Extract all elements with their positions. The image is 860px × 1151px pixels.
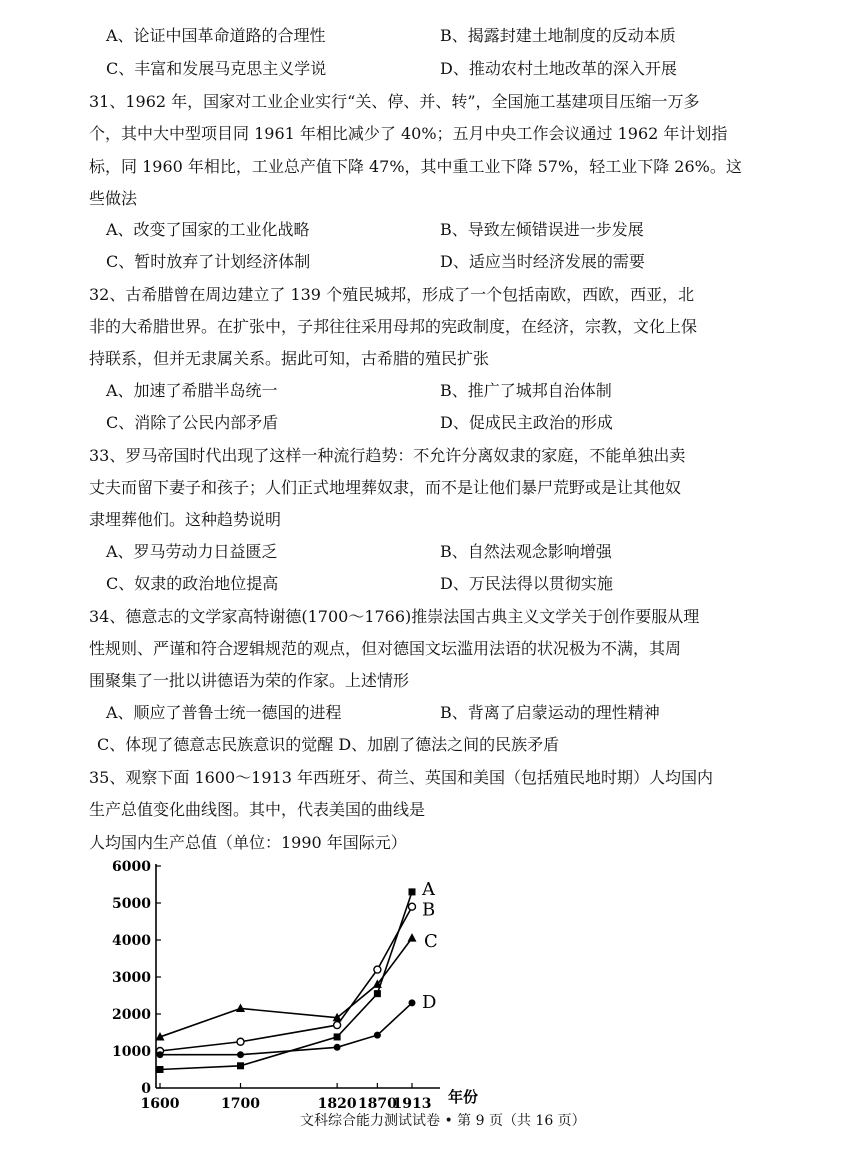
chart-title: 人均国内生产总值（单位：1990 年国际元） [89, 833, 407, 852]
question-31-line-3: 标，同 1960 年相比，工业总产值下降 47%，其中重工业下降 57%，轻工业下降 26%。这 [89, 157, 742, 176]
option-b: B、背离了启蒙运动的理性精神 [440, 703, 660, 722]
option-a: A、顺应了普鲁士统一德国的进程 [106, 703, 342, 722]
option-d: D、促成民主政治的形成 [440, 413, 613, 432]
marker-A [374, 990, 381, 997]
marker-A [409, 888, 416, 895]
question-34-line-1: 34、德意志的文学家高特谢德(1700～1766)推崇法国古典主义文学关于创作要服从理 [89, 607, 700, 626]
option-b: B、自然法观念影响增强 [440, 542, 612, 561]
question-32-line-1: 32、古希腊曾在周边建立了 139 个殖民城邦，形成了一个包括南欧，西欧，西亚，北 [89, 285, 695, 304]
marker-A [157, 1066, 164, 1073]
question-33-line-3: 隶埋葬他们。这种趋势说明 [89, 510, 282, 529]
option-c: C、丰富和发展马克思主义学说 [106, 59, 327, 78]
series-label-A: A [422, 878, 435, 900]
series-label-C: C [424, 931, 438, 953]
option-d: D、适应当时经济发展的需要 [440, 252, 645, 271]
marker-B [334, 1022, 341, 1029]
option-d: D、推动农村土地改革的深入开展 [440, 59, 677, 78]
option-a: A、论证中国革命道路的合理性 [106, 26, 326, 45]
option-a: A、加速了希腊半岛统一 [106, 381, 278, 400]
y-tick-label: 1000 [112, 1044, 151, 1060]
marker-A [237, 1062, 244, 1069]
y-tick-label: 2000 [112, 1007, 151, 1023]
option-d: D、万民法得以贯彻实施 [440, 574, 613, 593]
series-line-A [160, 892, 412, 1070]
option-c: C、暂时放弃了计划经济体制 [106, 252, 311, 271]
question-34-line-3: 围聚集了一批以讲德语为荣的作家。上述情形 [89, 671, 410, 690]
marker-D [334, 1044, 341, 1051]
x-tick-label: 1700 [221, 1096, 260, 1112]
question-31-line-2: 个，其中大中型项目同 1961 年相比减少了 40%；五月中央工作会议通过 1962 年计划指 [89, 124, 728, 143]
marker-C [236, 1003, 245, 1012]
option-c: C、奴隶的政治地位提高 [106, 574, 279, 593]
y-tick-label: 5000 [112, 896, 151, 912]
y-tick-label: 0 [141, 1081, 151, 1097]
option-c-d: C、体现了德意志民族意识的觉醒 D、加剧了德法之间的民族矛盾 [97, 735, 560, 754]
option-a: A、罗马劳动力日益匮乏 [106, 542, 278, 561]
question-33-line-2: 丈夫而留下妻子和孩子；人们正式地埋葬奴隶，而不是让他们暴尸荒野或是让其他奴 [89, 478, 682, 497]
y-tick-label: 3000 [112, 970, 151, 986]
series-line-B [160, 907, 412, 1051]
marker-B [409, 903, 416, 910]
question-32-line-2: 非的大希腊世界。在扩张中，子邦往往采用母邦的宪政制度，在经济，宗教，文化上保 [89, 317, 698, 336]
gdp-line-chart [112, 856, 512, 1114]
marker-D [237, 1051, 244, 1058]
marker-C [408, 933, 417, 942]
option-b: B、揭露封建土地制度的反动本质 [440, 26, 676, 45]
question-31-line-1: 31、1962 年，国家对工业企业实行“关、停、并、转”，全国施工基建项目压缩一万多 [89, 92, 700, 111]
x-axis-label: 年份 [448, 1088, 479, 1106]
marker-D [157, 1051, 164, 1058]
marker-B [237, 1038, 244, 1045]
question-32-line-3: 持联系，但并无隶属关系。据此可知，古希腊的殖民扩张 [89, 349, 490, 368]
option-b: B、推广了城邦自治体制 [440, 381, 612, 400]
option-a: A、改变了国家的工业化战略 [106, 220, 310, 239]
question-35-line-1: 35、观察下面 1600～1913 年西班牙、荷兰、英国和美国（包括殖民地时期）人均国内 [89, 768, 713, 787]
question-31-line-4: 些做法 [89, 189, 138, 208]
question-33-line-1: 33、罗马帝国时代出现了这样一种流行趋势：不允许分离奴隶的家庭，不能单独出卖 [89, 446, 686, 465]
marker-D [409, 999, 416, 1006]
x-tick-label: 1600 [140, 1096, 180, 1112]
marker-B [374, 966, 381, 973]
x-tick-label: 1913 [392, 1096, 432, 1112]
series-label-B: B [422, 899, 436, 921]
x-tick-label: 1870 [357, 1096, 397, 1112]
y-tick-label: 4000 [112, 933, 151, 949]
question-35-line-2: 生产总值变化曲线图。其中，代表美国的曲线是 [89, 800, 426, 819]
page-footer: 文科综合能力测试试卷 • 第 9 页（共 16 页） [300, 1113, 586, 1129]
series-label-D: D [422, 991, 437, 1013]
option-c: C、消除了公民内部矛盾 [106, 413, 279, 432]
question-34-line-2: 性规则、严谨和符合逻辑规范的观点，但对德国文坛滥用法语的状况极为不满，其周 [89, 639, 682, 658]
marker-A [334, 1033, 341, 1040]
option-b: B、导致左倾错误进一步发展 [440, 220, 644, 239]
y-tick-label: 6000 [112, 859, 151, 875]
marker-D [374, 1032, 381, 1039]
x-tick-label: 1820 [317, 1096, 357, 1112]
